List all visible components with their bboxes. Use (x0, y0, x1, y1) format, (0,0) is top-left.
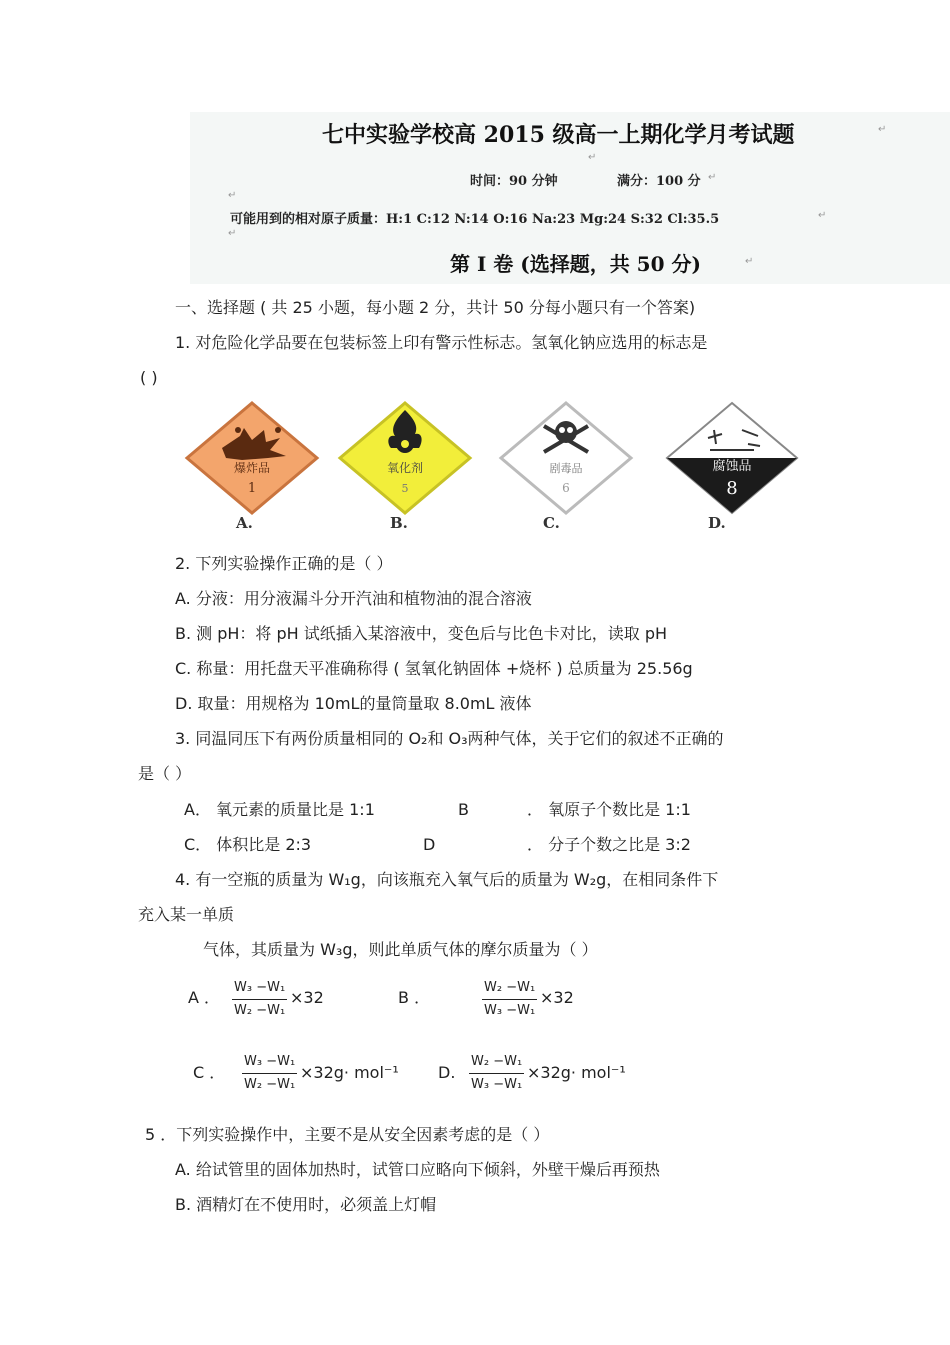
question-1-stem: 1. 对危险化学品要在包装标签上印有警示性标志。氢氧化钠应选用的标志是 (175, 333, 708, 352)
sign-text: 腐蚀品 (712, 459, 752, 474)
question-2-option-c: C. 称量：用托盘天平准确称得 ( 氢氧化钠固体 +烧杯 ) 总质量为 25.56g (175, 659, 693, 678)
question-3-option-d: ． 分子个数之比是 3:2 (527, 835, 691, 854)
return-mark-icon: ↵ (745, 256, 754, 267)
fraction-a (232, 980, 287, 1019)
question-4-stem-cont: 充入某一单质 (138, 905, 235, 924)
sign-number: 8 (726, 478, 738, 499)
question-3-option-a: A． 氧元素的质量比是 1:1 (184, 800, 375, 819)
question-3-option-b-letter: B (458, 800, 469, 819)
numerator: W₂ −W₁ (469, 1054, 524, 1074)
factor-32g-per-mol: ×32g· mol⁻¹ (527, 1063, 626, 1082)
return-mark-icon: ↵ (228, 228, 237, 239)
numerator: W₂ −W₁ (482, 980, 537, 1000)
question-4-stem: 4. 有一空瓶的质量为 W₁g，向该瓶充入氧气后的质量为 W₂g，在相同条件下 (175, 870, 719, 889)
question-5-option-a: A. 给试管里的固体加热时，试管口应略向下倾斜，外壁干燥后再预热 (175, 1160, 660, 1179)
question-4-option-b-label: B ． (398, 988, 431, 1007)
factor-32g-per-mol: ×32g· mol⁻¹ (300, 1063, 399, 1082)
exam-full-score: 满分：100 分 (617, 174, 701, 189)
sign-number: 5 (401, 482, 409, 495)
question-2-option-b: B. 测 pH：将 pH 试纸插入某溶液中，变色后与比色卡对比，读取 pH (175, 624, 668, 643)
question-4-option-d-label: D. (438, 1063, 456, 1082)
return-mark-icon: ↵ (228, 190, 237, 201)
sign-text: 爆炸品 (233, 461, 271, 475)
volume-title: 第 Ⅰ 卷 (选择题，共 50 分) (450, 252, 701, 276)
question-1-paren: ( ) (140, 368, 158, 387)
sign-text: 剧毒品 (549, 462, 583, 475)
exam-time: 时间：90 分钟 (470, 174, 558, 189)
option-d-label: D. (708, 514, 726, 532)
question-3-option-d-letter: D (423, 835, 436, 854)
question-3-stem: 3. 同温同压下有两份质量相同的 O₂和 O₃两种气体，关于它们的叙述不正确的 (175, 729, 724, 748)
numerator: W₃ −W₁ (232, 980, 287, 1000)
return-mark-icon: ↵ (588, 152, 597, 163)
question-3-stem-cont: 是（ ） (138, 764, 192, 783)
factor-32: ×32 (540, 988, 574, 1007)
question-2-option-d: D. 取量：用规格为 10mL的量筒量取 8.0mL 液体 (175, 694, 532, 713)
factor-32: ×32 (290, 988, 324, 1007)
denominator: W₃ −W₁ (471, 1077, 523, 1092)
corrosive-sign (662, 400, 802, 520)
fraction-b (482, 980, 537, 1019)
section-heading: 一、选择题 ( 共 25 小题，每小题 2 分，共计 50 分每小题只有一个答案) (175, 298, 696, 317)
question-4-stem-cont2: 气体，其质量为 W₃g，则此单质气体的摩尔质量为（ ） (203, 940, 598, 959)
denominator: W₂ −W₁ (234, 1003, 286, 1018)
option-b-label: B. (390, 514, 408, 532)
atomic-masses: 可能用到的相对原子质量：H:1 C:12 N:14 O:16 Na:23 Mg:24 S:32 Cl:35.5 (230, 212, 720, 227)
question-2-stem: 2. 下列实验操作正确的是（ ） (175, 554, 393, 573)
sign-number: 1 (247, 481, 257, 496)
sign-text: 氧化剂 (386, 461, 424, 475)
question-2-option-a: A. 分液：用分液漏斗分开汽油和植物油的混合溶液 (175, 589, 532, 608)
sign-number: 6 (562, 481, 570, 495)
exam-title: 七中实验学校高 2015 级高一上期化学月考试题 (322, 122, 795, 148)
return-mark-icon: ↵ (878, 124, 887, 135)
question-3-option-c: C． 体积比是 2:3 (184, 835, 312, 854)
toxic-sign (496, 400, 636, 520)
explosive-sign (182, 400, 322, 520)
return-mark-icon: ↵ (708, 172, 717, 183)
option-c-label: C. (543, 514, 560, 532)
question-4-option-a-label: A ． (188, 988, 221, 1007)
question-5-option-b: B. 酒精灯在不使用时，必须盖上灯帽 (175, 1195, 437, 1214)
oxidizer-sign (335, 400, 475, 520)
return-mark-icon: ↵ (818, 210, 827, 221)
fraction-c (242, 1054, 297, 1093)
question-4-option-c-label: C ． (193, 1063, 226, 1082)
denominator: W₂ −W₁ (244, 1077, 296, 1092)
denominator: W₃ −W₁ (484, 1003, 536, 1018)
question-3-option-b: ． 氧原子个数比是 1:1 (527, 800, 691, 819)
numerator: W₃ −W₁ (242, 1054, 297, 1074)
fraction-d (469, 1054, 524, 1093)
option-a-label: A. (236, 514, 253, 532)
question-5-stem: 5 ．下列实验操作中，主要不是从安全因素考虑的是（ ） (145, 1125, 550, 1144)
